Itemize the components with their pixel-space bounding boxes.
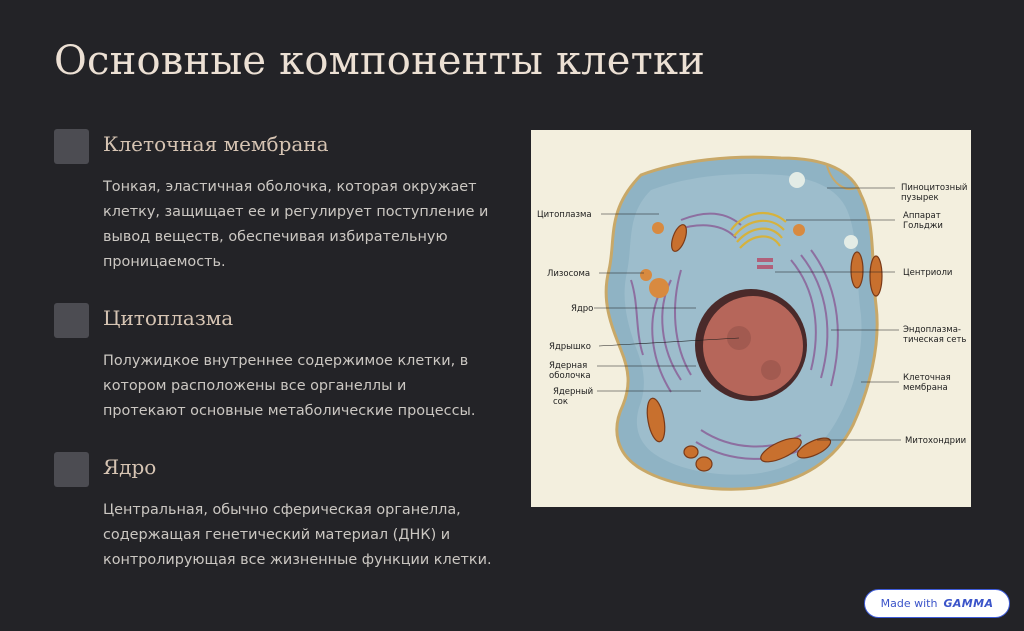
item-heading: Ядро xyxy=(103,455,157,479)
label-golgi-line2: Гольджи xyxy=(903,221,943,231)
label-cytoplasm: Цитоплазма xyxy=(537,210,592,220)
item-description: Тонкая, эластичная оболочка, которая окружает клетку, защищает ее и регулирует поступление и вывод веществ, обеспечивая избирательную проницаемость. xyxy=(103,179,489,270)
label-er-line2: тическая сеть xyxy=(903,335,967,345)
gamma-logo: GAMMA xyxy=(943,597,994,610)
label-nuclear-envelope-line2: оболочка xyxy=(549,371,591,381)
label-nuclear-sap: Ядерный xyxy=(553,387,594,397)
label-lysosome: Лизосома xyxy=(547,269,591,279)
item-heading: Клеточная мембрана xyxy=(103,132,329,156)
label-cell-membrane-line2: мембрана xyxy=(903,383,948,393)
label-mitochondria: Митохондрии xyxy=(905,436,967,446)
label-centrioles: Центриоли xyxy=(903,268,953,278)
cell-diagram-illustration xyxy=(531,130,971,507)
label-pinocytic-vesicle-line2: пузырек xyxy=(901,193,939,203)
bullet-square xyxy=(54,303,89,338)
label-nuclear-sap-line2: сок xyxy=(553,397,569,407)
label-pinocytic-vesicle: Пиноцитозный xyxy=(901,183,968,193)
slide-title: Основные компоненты клетки xyxy=(54,38,706,84)
label-golgi: Аппарат xyxy=(903,211,941,221)
label-nucleolus: Ядрышко xyxy=(549,342,592,352)
badge-prefix: Made with xyxy=(880,597,938,610)
item-description: Центральная, обычно сферическая органелла, содержащая генетический материал (ДНК) и контролирующая все жизненные функции клетки. xyxy=(103,502,492,568)
label-er: Эндоплазма- xyxy=(903,325,961,335)
item-heading: Цитоплазма xyxy=(103,306,234,330)
bullet-square xyxy=(54,452,89,487)
label-nuclear-envelope: Ядерная xyxy=(549,361,588,371)
bullet-square xyxy=(54,129,89,164)
label-nucleus: Ядро xyxy=(571,304,594,314)
made-with-gamma-badge[interactable] xyxy=(864,589,1010,618)
cell-diagram-image xyxy=(531,130,971,507)
item-description: Полужидкое внутреннее содержимое клетки, в котором расположены все органеллы и протекают основные метаболические процессы. xyxy=(103,353,476,419)
label-cell-membrane: Клеточная xyxy=(903,373,951,383)
